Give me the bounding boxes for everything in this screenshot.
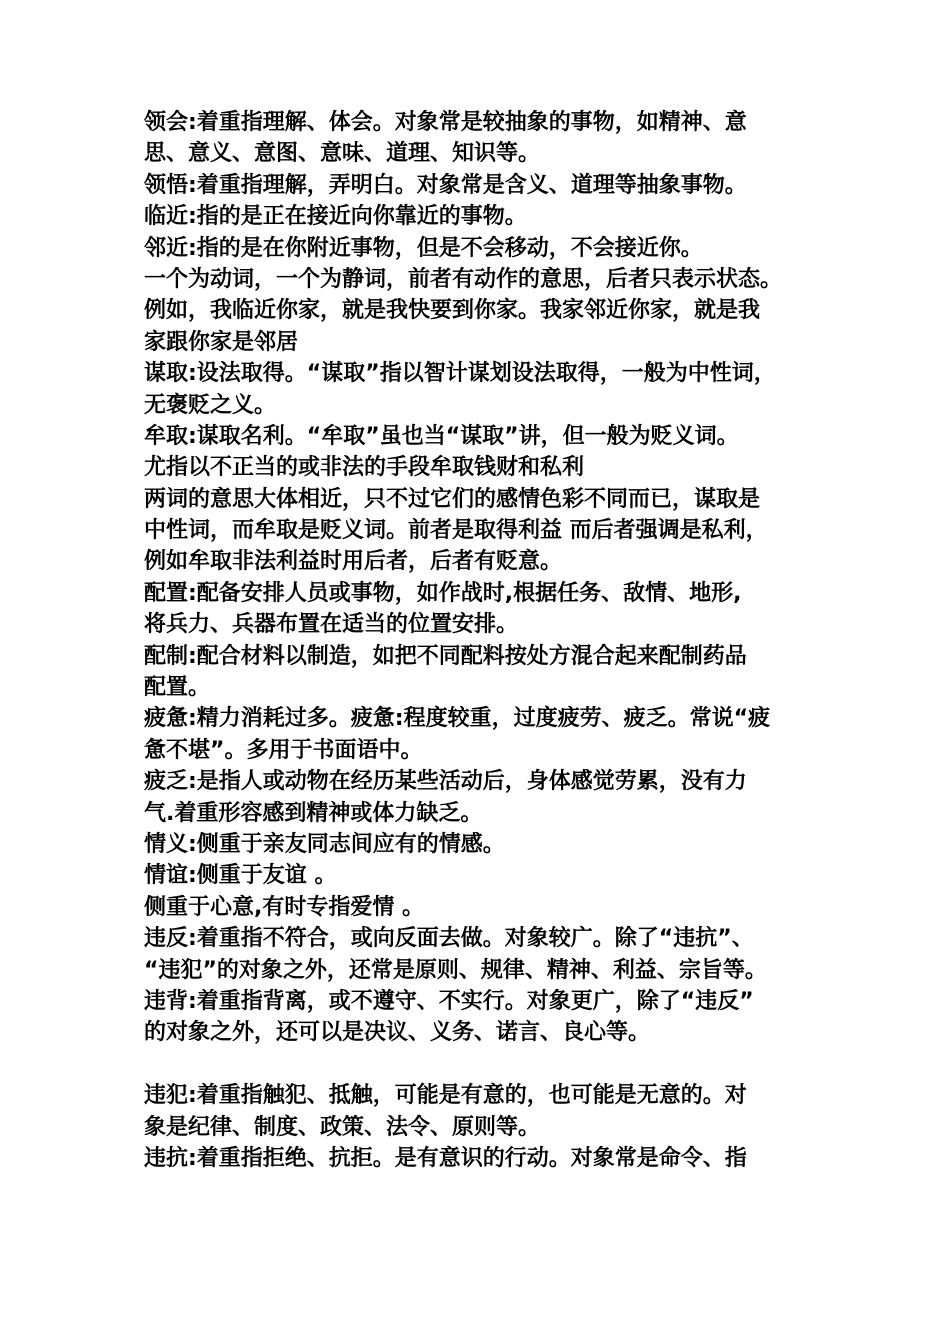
text-line: “违犯”的对象之外，还常是原则、规律、精神、利益、宗旨等。 xyxy=(144,957,767,983)
text-line: 临近:指的是正在接近向你靠近的事物。 xyxy=(144,204,527,230)
text-line: 侧重于心意,有时专指爱情 。 xyxy=(144,894,425,920)
text-line: 领会:着重指理解、体会。对象常是较抽象的事物，如精神、意 xyxy=(144,110,747,135)
text-line: 思、意义、意图、意味、道理、知识等。 xyxy=(144,141,541,167)
text-line: 违背:着重指背离，或不遵守、不实行。对象更广，除了“违反” xyxy=(144,988,754,1014)
text-line: 一个为动词，一个为静词，前者有动作的意思，后者只表示状态。 xyxy=(144,266,783,292)
text-line: 配制:配合材料以制造，如把不同配料按处方混合起来配制药品 xyxy=(144,643,747,669)
text-line: 气.着重形容感到精神或体力缺乏。 xyxy=(144,800,483,826)
text-line: 配置:配备安排人员或事物，如作战时,根据任务、敌情、地形, xyxy=(144,580,742,606)
document-body xyxy=(144,107,812,1174)
text-line: 例如牟取非法利益时用后者，后者有贬意。 xyxy=(144,549,563,575)
text-line: 配置。 xyxy=(144,675,211,701)
text-line: 疲乏:是指人或动物在经历某些活动后，身体感觉劳累，没有力 xyxy=(144,769,747,795)
blank-line xyxy=(144,1049,812,1080)
text-line: 家跟你家是邻居 xyxy=(144,329,299,355)
text-line: 违反:着重指不符合，或向反面去做。对象较广。除了“违抗”、 xyxy=(144,926,754,952)
text-line: 违抗:着重指拒绝、抗拒。是有意识的行动。对象常是命令、指 xyxy=(144,1145,747,1171)
text-line: 无褒贬之义。 xyxy=(144,392,277,418)
text-line: 中性词，而牟取是贬义词。前者是取得利益 而后者强调是私利， xyxy=(144,518,768,544)
text-line: 领悟:着重指理解，弄明白。对象常是含义、道理等抽象事物。 xyxy=(144,172,747,198)
text-line: 邻近:指的是在你附近事物，但是不会移动，不会接近你。 xyxy=(144,235,703,261)
text-line: 的对象之外，还可以是决议、义务、诺言、良心等。 xyxy=(144,1020,651,1046)
text-line: 两词的意思大体相近，只不过它们的感情色彩不同而已，谋取是 xyxy=(144,486,761,512)
text-line: 情义:侧重于亲友同志间应有的情感。 xyxy=(144,831,505,857)
text-line: 牟取:谋取名利。“牟取”虽也当“谋取”讲，但一般为贬义词。 xyxy=(144,423,739,449)
text-line: 将兵力、兵器布置在适当的位置安排。 xyxy=(144,612,519,638)
text-line: 例如，我临近你家，就是我快要到你家。我家邻近你家，就是我 xyxy=(144,298,761,324)
text-line: 疲惫:精力消耗过多。疲惫:程度较重，过度疲劳、疲乏。常说“疲 xyxy=(144,706,771,732)
text-line: 尤指以不正当的或非法的手段牟取钱财和私利 xyxy=(144,455,585,481)
text-line: 惫不堪”。多用于书面语中。 xyxy=(144,737,423,763)
text-line: 违犯:着重指触犯、抵触，可能是有意的，也可能是无意的。对 xyxy=(144,1083,747,1109)
text-line: 象是纪律、制度、政策、法令、原则等。 xyxy=(144,1114,541,1140)
text-line: 情谊:侧重于友谊 。 xyxy=(144,863,337,889)
text-line: 谋取:设法取得。“谋取”指以智计谋划设法取得，一般为中性词， xyxy=(144,361,776,387)
